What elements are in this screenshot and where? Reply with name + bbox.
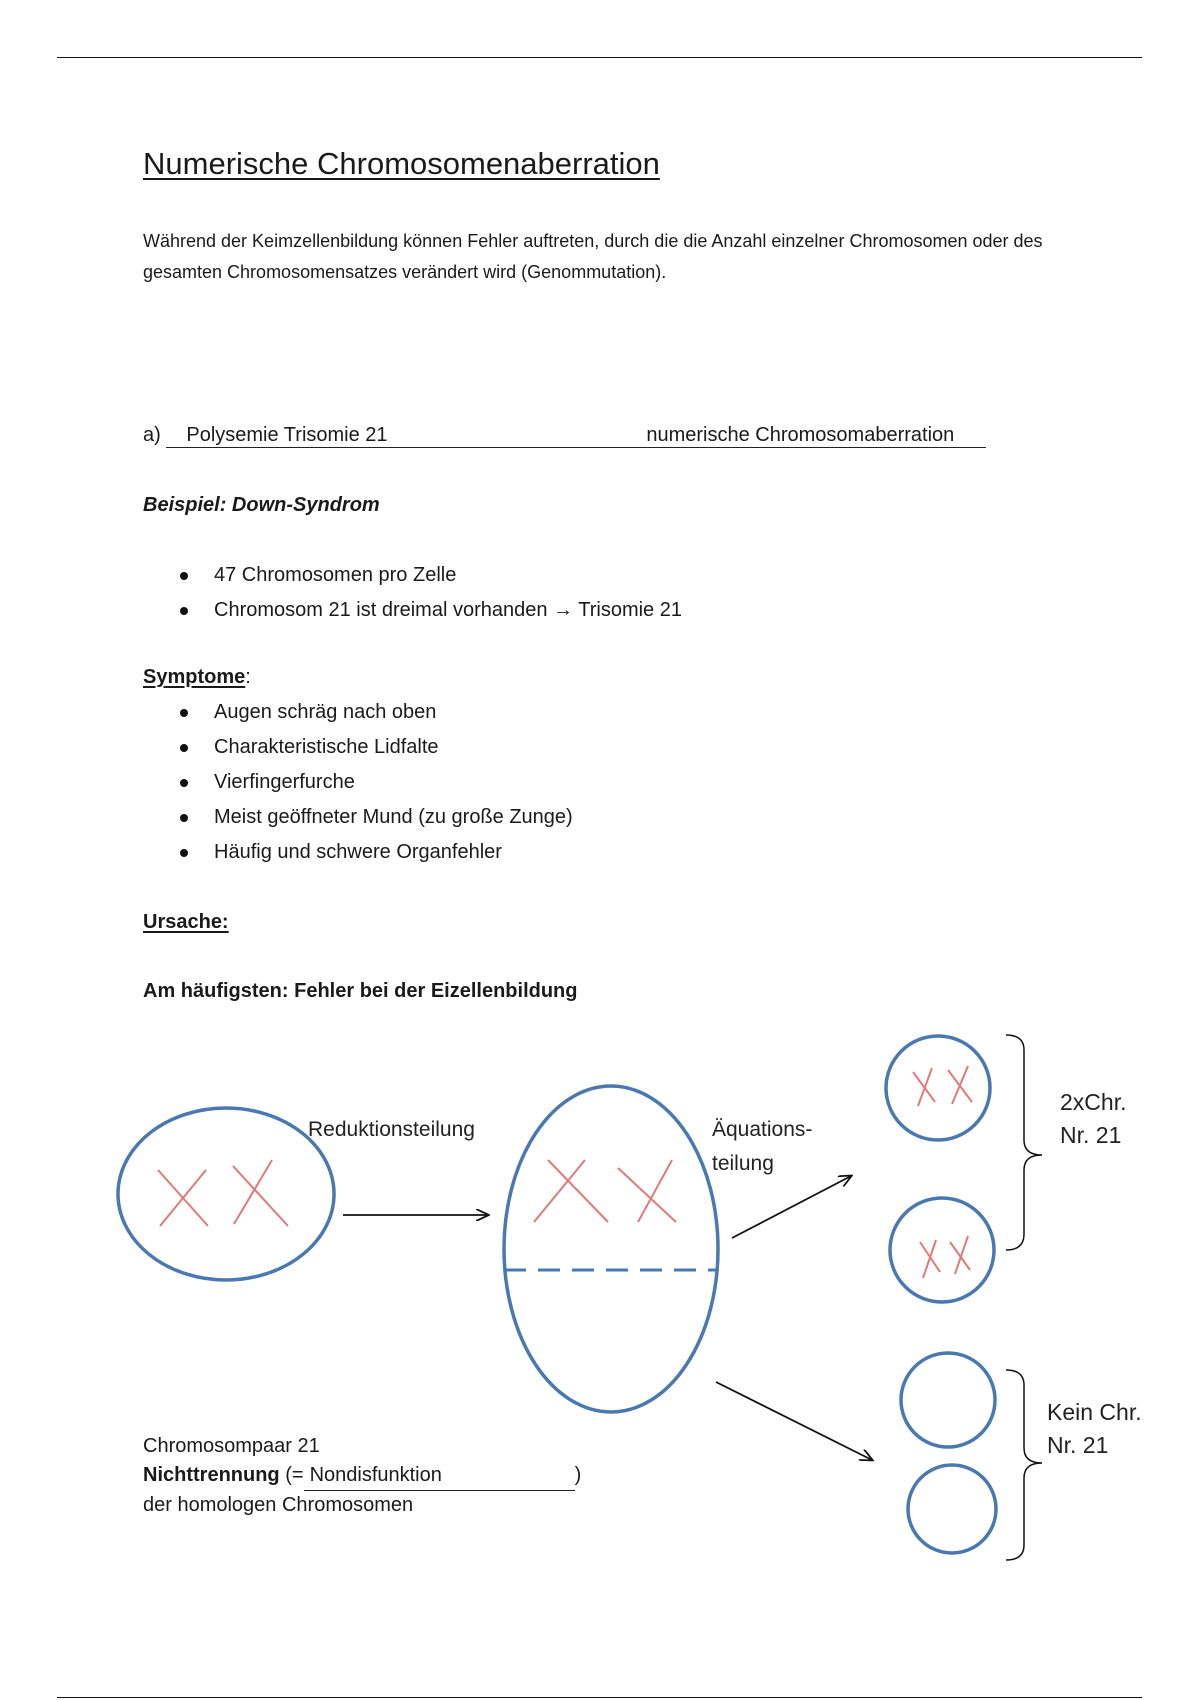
- note-bold-term: Nichttrennung: [143, 1464, 280, 1486]
- note-close: ): [574, 1464, 582, 1486]
- gamete-cell-empty-bottom: [908, 1465, 996, 1553]
- list-item: Vierfingerfurche: [143, 765, 573, 800]
- chromosome-pair-gamete-top: [913, 1066, 972, 1106]
- note-line-3: der homologen Chromosomen: [143, 1494, 414, 1516]
- label-equation-1: Äquations-: [712, 1118, 813, 1141]
- page-title: Numerische Chromosomenaberration: [143, 146, 660, 181]
- symptoms-heading-text: Symptome: [143, 666, 246, 688]
- intro-paragraph: Während der Keimzellenbildung können Fehler auftreten, durch die die Anzahl einzelner Chromosomen oder des gesamten Chromosomensatzes verändert wird (Genommutation).: [143, 231, 1043, 282]
- list-item: Chromosom 21 ist dreimal vorhanden → Trisomie 21: [143, 593, 682, 628]
- list-item: Charakteristische Lidfalte: [143, 730, 573, 765]
- dividing-cell: [504, 1086, 718, 1412]
- list-item: Häufig und schwere Organfehler: [143, 835, 573, 870]
- bottom-rule: [57, 1697, 1142, 1698]
- arrow-equation-up: [732, 1176, 851, 1238]
- answer-field-1: Polysemie Trisomie 21: [166, 424, 646, 448]
- brace-2x: [1006, 1035, 1042, 1250]
- chromosome-pair-dividing: [534, 1160, 676, 1222]
- label-reduction: Reduktionsteilung: [308, 1118, 475, 1141]
- label-none-line1: Kein Chr.: [1047, 1399, 1142, 1425]
- gamete-cell-empty-top: [901, 1353, 995, 1447]
- label-2x-line2: Nr. 21: [1060, 1122, 1122, 1148]
- answer-field-2: numerische Chromosomaberration: [646, 424, 986, 448]
- chromosome-pair-gamete-bottom: [920, 1236, 970, 1278]
- label-equation-2: teilung: [712, 1152, 774, 1175]
- symptoms-heading-colon: :: [245, 666, 251, 688]
- note-line-2: [143, 1461, 581, 1491]
- nondisjunction-note: [143, 1432, 581, 1520]
- brace-none: [1006, 1370, 1042, 1560]
- arrow-equation-down: [716, 1382, 872, 1460]
- note-open: (=: [279, 1464, 304, 1486]
- list-item: Meist geöffneter Mund (zu große Zunge): [143, 800, 573, 835]
- label-2x-line1: 2xChr.: [1060, 1089, 1127, 1115]
- gamete-cell-2x-bottom: [890, 1198, 994, 1302]
- note-line-1: Chromosompaar 21: [143, 1435, 320, 1457]
- note-fill-field: Nondisfunktion: [304, 1461, 575, 1491]
- mother-cell: [118, 1108, 334, 1280]
- gamete-cell-2x-top: [886, 1036, 990, 1140]
- answer-label: a): [143, 424, 161, 446]
- cause-heading: Ursache:: [143, 911, 229, 933]
- chromosome-pair-mother: [158, 1160, 288, 1226]
- cause-subheading: Am häufigsten: Fehler bei der Eizellenbildung: [143, 980, 578, 1002]
- example-heading: Beispiel: Down-Syndrom: [143, 494, 380, 516]
- label-none-line2: Nr. 21: [1047, 1432, 1109, 1458]
- list-item: 47 Chromosomen pro Zelle: [143, 558, 682, 593]
- list-item: Augen schräg nach oben: [143, 695, 573, 730]
